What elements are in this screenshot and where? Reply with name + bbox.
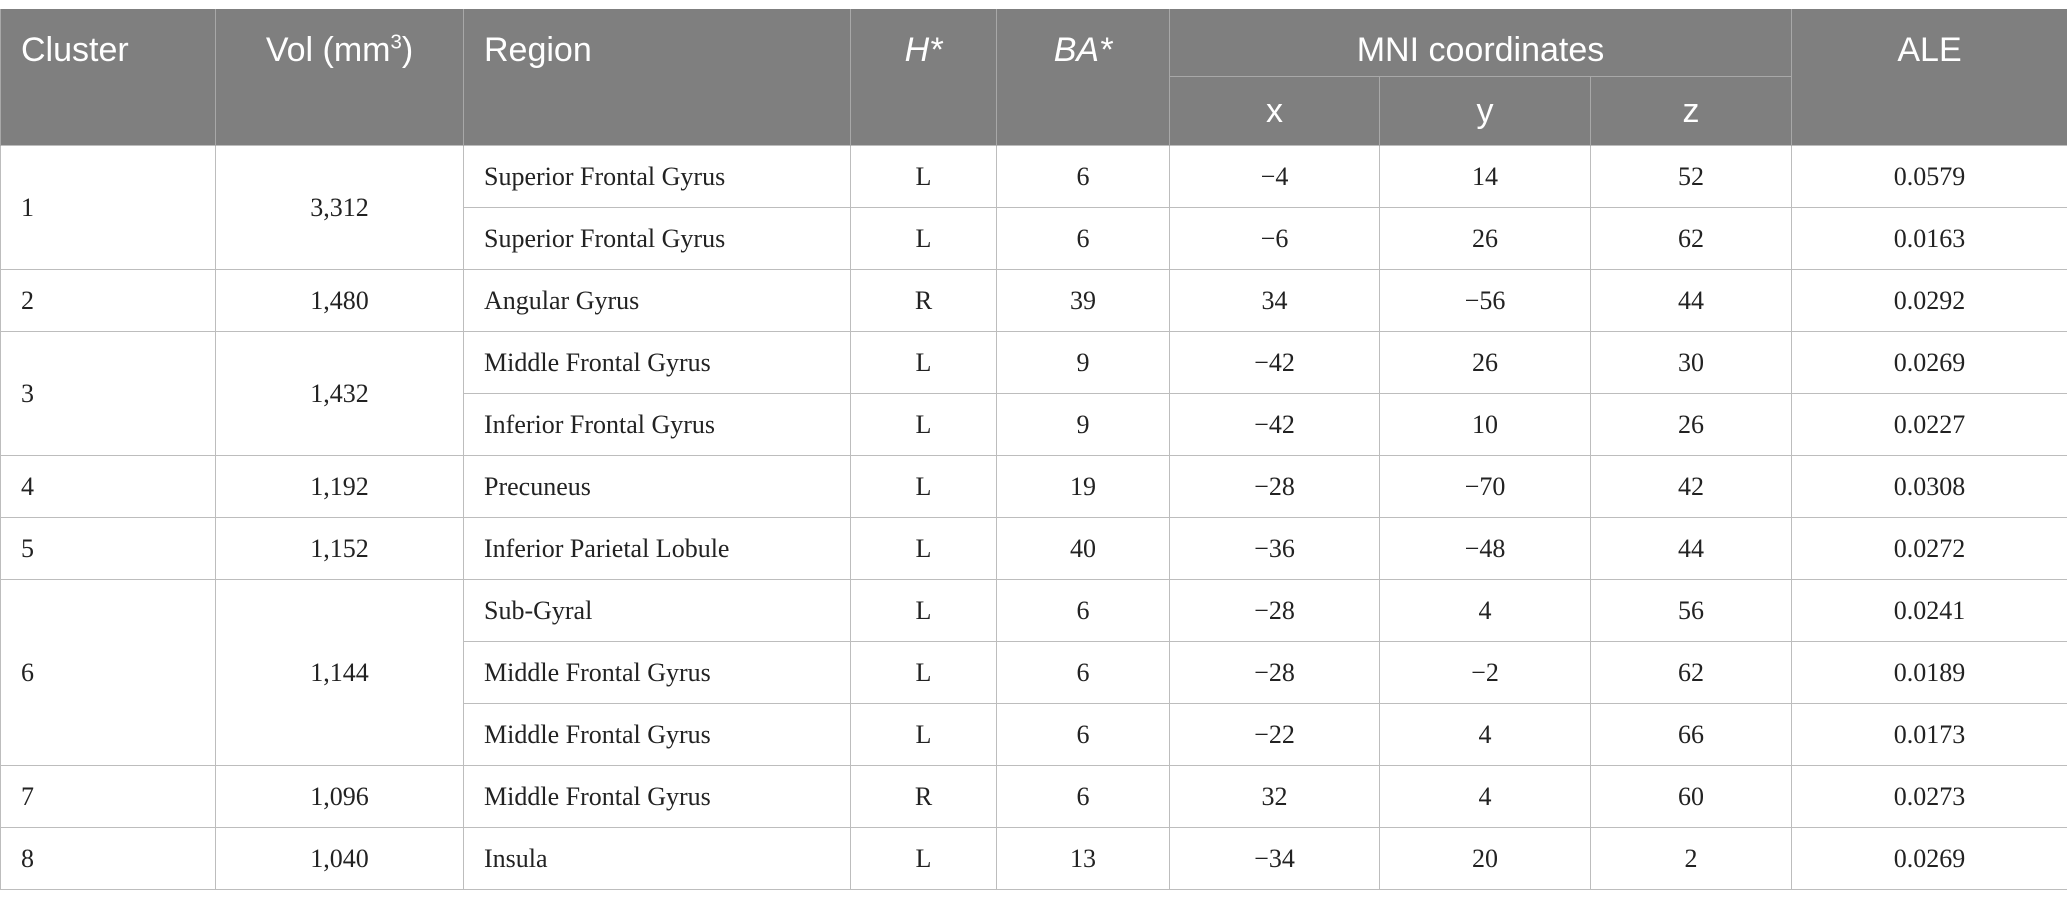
cell-z: 62 <box>1591 642 1792 704</box>
cell-hemisphere: L <box>851 146 997 208</box>
cell-ale: 0.0189 <box>1792 642 2067 704</box>
cell-region: Inferior Frontal Gyrus <box>464 394 851 456</box>
cell-y: 4 <box>1380 704 1591 766</box>
cell-volume: 1,192 <box>216 456 464 518</box>
cell-x: −42 <box>1170 332 1380 394</box>
table-header <box>1 9 2067 146</box>
cell-brodmann-area: 6 <box>997 642 1170 704</box>
cell-x: 34 <box>1170 270 1380 332</box>
cell-volume: 1,096 <box>216 766 464 828</box>
cell-hemisphere: L <box>851 580 997 642</box>
cell-y: 20 <box>1380 828 1591 890</box>
cell-hemisphere: L <box>851 394 997 456</box>
cell-brodmann-area: 9 <box>997 332 1170 394</box>
cell-ale: 0.0269 <box>1792 828 2067 890</box>
cell-x: −34 <box>1170 828 1380 890</box>
cell-cluster: 3 <box>1 332 216 456</box>
cell-region: Middle Frontal Gyrus <box>464 704 851 766</box>
cell-region: Insula <box>464 828 851 890</box>
cell-y: −70 <box>1380 456 1591 518</box>
header-cluster: Cluster <box>1 9 216 146</box>
cell-x: 32 <box>1170 766 1380 828</box>
table-row <box>1 332 2067 394</box>
header-ale: ALE <box>1792 9 2067 146</box>
cell-cluster: 8 <box>1 828 216 890</box>
cell-x: −22 <box>1170 704 1380 766</box>
cell-hemisphere: L <box>851 456 997 518</box>
cell-region: Precuneus <box>464 456 851 518</box>
cell-x: −28 <box>1170 456 1380 518</box>
cell-x: −6 <box>1170 208 1380 270</box>
table-row <box>1 766 2067 828</box>
cell-x: −28 <box>1170 642 1380 704</box>
header-x: x <box>1170 77 1380 146</box>
cell-z: 60 <box>1591 766 1792 828</box>
cell-ale: 0.0269 <box>1792 332 2067 394</box>
cell-volume: 1,144 <box>216 580 464 766</box>
cell-volume: 1,040 <box>216 828 464 890</box>
cell-volume: 1,152 <box>216 518 464 580</box>
cell-ale: 0.0579 <box>1792 146 2067 208</box>
cell-z: 44 <box>1591 518 1792 580</box>
table-body <box>1 146 2067 890</box>
cell-brodmann-area: 6 <box>997 580 1170 642</box>
cell-y: −2 <box>1380 642 1591 704</box>
header-volume-base: Vol (mm <box>265 31 391 69</box>
cell-hemisphere: L <box>851 518 997 580</box>
cell-brodmann-area: 9 <box>997 394 1170 456</box>
table-row <box>1 146 2067 208</box>
cell-volume: 1,432 <box>216 332 464 456</box>
cell-cluster: 1 <box>1 146 216 270</box>
header-y: y <box>1380 77 1591 146</box>
header-volume-close: ) <box>401 31 414 69</box>
cell-region: Superior Frontal Gyrus <box>464 146 851 208</box>
cell-x: −28 <box>1170 580 1380 642</box>
cell-hemisphere: L <box>851 828 997 890</box>
header-z: z <box>1591 77 1792 146</box>
cell-y: 10 <box>1380 394 1591 456</box>
cell-brodmann-area: 13 <box>997 828 1170 890</box>
cell-y: −48 <box>1380 518 1591 580</box>
cell-brodmann-area: 6 <box>997 704 1170 766</box>
cell-brodmann-area: 6 <box>997 208 1170 270</box>
cell-hemisphere: R <box>851 270 997 332</box>
cell-cluster: 2 <box>1 270 216 332</box>
cell-brodmann-area: 39 <box>997 270 1170 332</box>
cell-z: 56 <box>1591 580 1792 642</box>
cell-x: −4 <box>1170 146 1380 208</box>
cell-ale: 0.0308 <box>1792 456 2067 518</box>
cell-ale: 0.0272 <box>1792 518 2067 580</box>
cell-region: Sub-Gyral <box>464 580 851 642</box>
cell-region: Angular Gyrus <box>464 270 851 332</box>
cell-y: 4 <box>1380 580 1591 642</box>
cell-cluster: 4 <box>1 456 216 518</box>
table-row <box>1 456 2067 518</box>
cell-cluster: 5 <box>1 518 216 580</box>
cell-hemisphere: L <box>851 704 997 766</box>
cell-z: 62 <box>1591 208 1792 270</box>
cell-y: 4 <box>1380 766 1591 828</box>
cell-hemisphere: R <box>851 766 997 828</box>
cell-ale: 0.0163 <box>1792 208 2067 270</box>
cell-ale: 0.0292 <box>1792 270 2067 332</box>
cell-ale: 0.0273 <box>1792 766 2067 828</box>
cell-volume: 1,480 <box>216 270 464 332</box>
cell-region: Middle Frontal Gyrus <box>464 766 851 828</box>
cell-y: −56 <box>1380 270 1591 332</box>
cell-z: 66 <box>1591 704 1792 766</box>
cell-hemisphere: L <box>851 208 997 270</box>
cell-cluster: 6 <box>1 580 216 766</box>
cell-brodmann-area: 6 <box>997 146 1170 208</box>
table-row <box>1 580 2067 642</box>
header-volume <box>216 9 464 146</box>
cell-y: 26 <box>1380 332 1591 394</box>
cell-y: 26 <box>1380 208 1591 270</box>
header-hemisphere: H* <box>851 9 997 146</box>
cell-hemisphere: L <box>851 332 997 394</box>
cell-y: 14 <box>1380 146 1591 208</box>
cell-z: 44 <box>1591 270 1792 332</box>
table-row <box>1 828 2067 890</box>
header-region: Region <box>464 9 851 146</box>
cell-region: Inferior Parietal Lobule <box>464 518 851 580</box>
ale-cluster-table <box>0 9 2067 890</box>
cell-z: 42 <box>1591 456 1792 518</box>
cell-z: 30 <box>1591 332 1792 394</box>
cell-x: −42 <box>1170 394 1380 456</box>
cell-z: 26 <box>1591 394 1792 456</box>
cell-region: Middle Frontal Gyrus <box>464 642 851 704</box>
cell-x: −36 <box>1170 518 1380 580</box>
cell-hemisphere: L <box>851 642 997 704</box>
cell-volume: 3,312 <box>216 146 464 270</box>
cell-cluster: 7 <box>1 766 216 828</box>
table-row <box>1 518 2067 580</box>
cell-z: 52 <box>1591 146 1792 208</box>
cell-brodmann-area: 6 <box>997 766 1170 828</box>
header-mni-coordinates: MNI coordinates <box>1170 9 1792 77</box>
cell-brodmann-area: 40 <box>997 518 1170 580</box>
cell-z: 2 <box>1591 828 1792 890</box>
cell-ale: 0.0173 <box>1792 704 2067 766</box>
table-row <box>1 270 2067 332</box>
cell-region: Middle Frontal Gyrus <box>464 332 851 394</box>
cell-ale: 0.0227 <box>1792 394 2067 456</box>
cell-brodmann-area: 19 <box>997 456 1170 518</box>
header-volume-sup: 3 <box>390 31 402 54</box>
cell-ale: 0.0241 <box>1792 580 2067 642</box>
header-brodmann-area: BA* <box>997 9 1170 146</box>
cell-region: Superior Frontal Gyrus <box>464 208 851 270</box>
